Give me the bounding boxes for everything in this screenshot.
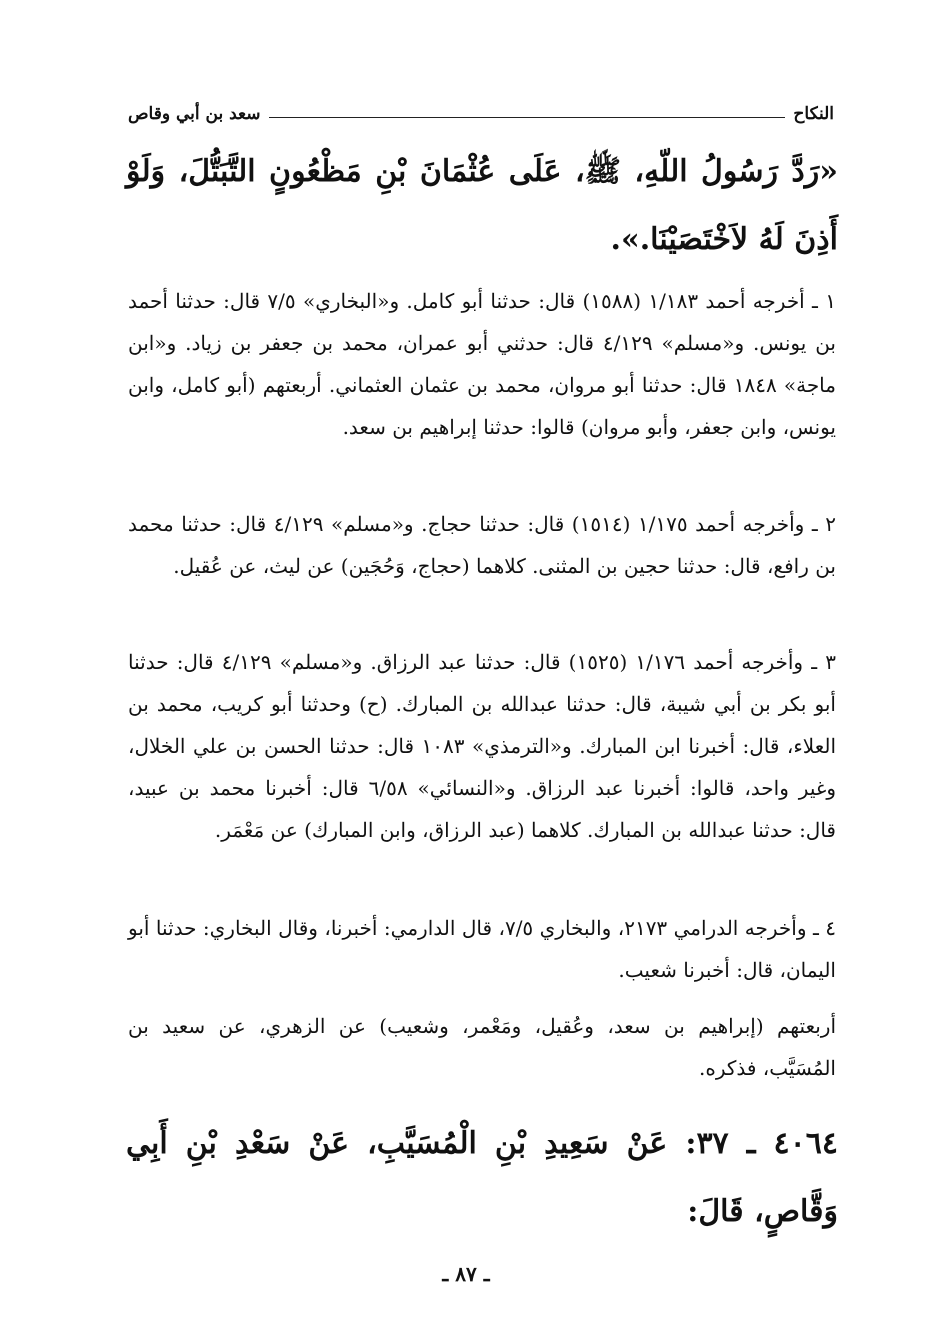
header-rule — [269, 117, 786, 118]
footnote-summary: أربعتهم (إبراهيم بن سعد، وعُقيل، ومَعْمر، وشعيب) عن الزهري، عن سعيد بن المُسَيَّب، فذكره. — [128, 1014, 836, 1080]
header-section: سعد بن أبي وقاص — [128, 104, 261, 124]
running-header — [128, 94, 834, 134]
next-hadith: ٤٠٦٤ ـ ٣٧: عَنْ سَعِيدِ بْنِ الْمُسَيَّبِ، عَنْ سَعْدِ بْنِ أَبِي وَقَّاصٍ، قَالَ: — [126, 1126, 838, 1229]
hadith-continuation: «رَدَّ رَسُولُ اللّهِ، ﷺ، عَلَى عُثْمَانَ بْنِ مَظْعُونٍ التَّبَتُّلَ، وَلَوْ أَذِنَ لَهُ لاَخْتَصَيْنَا.». — [126, 154, 838, 257]
footnote-3: ٣ ـ وأخرجه أحمد ١/١٧٦ (١٥٢٥) قال: حدثنا عبد الرزاق. و«مسلم» ٤/١٢٩ قال: حدثنا أبو بكر بن أبي شيبة، قال: حدثنا عبدالله بن المبارك. (ح) وحدثنا أبو كريب، محمد بن العلاء، قال: أخبرنا ابن المبارك. و«الترمذي» ١٠٨٣ قال: حدثنا الحسن بن علي الخلال، وغير واحد، قالوا: أخبرنا عبد الرزاق. و«النسائي» ٦/٥٨ قال: أخبرنا محمد بن عبيد، قال: حدثنا عبدالله بن المبارك. كلاهما (عبد الرزاق، وابن المبارك) عن مَعْمَر. — [128, 650, 836, 842]
footnote-4: ٤ ـ وأخرجه الدرامي ٢١٧٣، والبخاري ٧/٥، قال الدارمي: أخبرنا، وقال البخاري: حدثنا أبو اليمان، قال: أخبرنا شعيب. — [128, 916, 837, 982]
page-number: ـ ٨٧ ـ — [442, 1262, 490, 1286]
header-chapter: النكاح — [793, 104, 834, 124]
footnote-2: ٢ ـ وأخرجه أحمد ١/١٧٥ (١٥١٤) قال: حدثنا حجاج. و«مسلم» ٤/١٢٩ قال: حدثنا محمد بن رافع، قال: حدثنا حجين بن المثنى. كلاهما (حجاج، وَحُجَين) عن ليث، عن عُقيل. — [128, 512, 836, 578]
footnote-1: ١ ـ أخرجه أحمد ١/١٨٣ (١٥٨٨) قال: حدثنا أبو كامل. و«البخاري» ٧/٥ قال: حدثنا أحمد بن يونس. و«مسلم» ٤/١٢٩ قال: حدثني أبو عمران، محمد بن جعفر بن زياد. و«ابن ماجة» ١٨٤٨ قال: حدثنا أبو مروان، محمد بن عثمان العثماني. أربعتهم (أبو كامل، وابن يونس، وابن جعفر، وأبو مروان) قالوا: حدثنا إبراهيم بن سعد. — [128, 289, 836, 439]
